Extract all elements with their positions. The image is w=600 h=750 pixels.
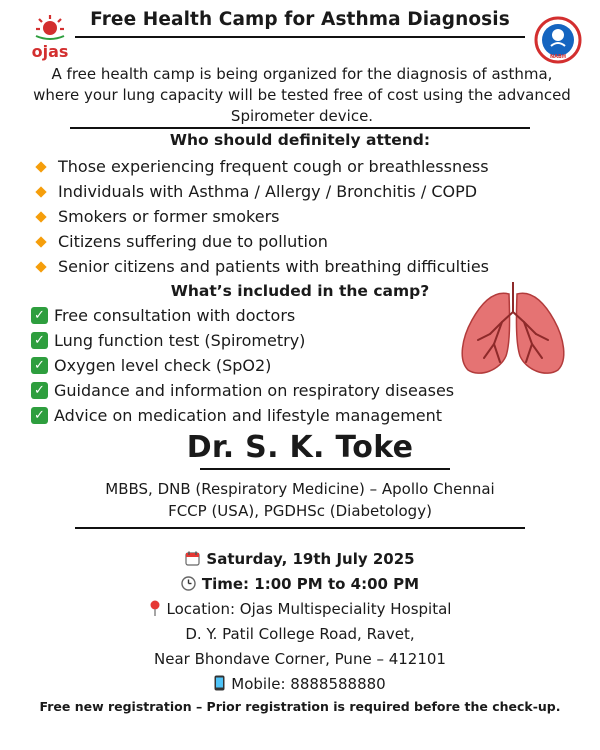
included-heading: What’s included in the camp?	[170, 282, 430, 300]
list-item	[31, 328, 471, 353]
attendee-list	[34, 154, 574, 279]
list-item	[34, 179, 574, 204]
green-check-icon: ✓	[31, 307, 48, 324]
event-mobile	[0, 672, 600, 697]
lungs-icon	[454, 282, 572, 378]
list-item-label: Oxygen level check (SpO2)	[54, 356, 272, 375]
list-item-label: Those experiencing frequent cough or breathlessness	[58, 157, 489, 176]
green-check-icon: ✓	[31, 357, 48, 374]
list-item	[34, 229, 574, 254]
list-item	[34, 154, 574, 179]
list-item	[31, 303, 471, 328]
mobile-text: Mobile: 8888588880	[231, 675, 386, 693]
event-date	[0, 547, 600, 572]
orange-diamond-icon	[35, 211, 46, 222]
list-item-label: Smokers or former smokers	[58, 207, 280, 226]
green-check-icon: ✓	[31, 332, 48, 349]
list-item	[34, 204, 574, 229]
intro-text: A free health camp is being organized for the diagnosis of asthma, where your lung capacity will be tested free of cost using the advanced Spirometer device.	[33, 65, 571, 125]
event-date-text: Saturday, 19th July 2025	[206, 550, 415, 568]
orange-diamond-icon	[35, 261, 46, 272]
list-item-label: Lung function test (Spirometry)	[54, 331, 306, 350]
list-item-label: Guidance and information on respiratory diseases	[54, 381, 455, 400]
ojas-logo-text: ojas	[31, 42, 69, 61]
green-check-icon: ✓	[31, 407, 48, 424]
qualification-underline	[75, 527, 525, 529]
event-time-text: Time: 1:00 PM to 4:00 PM	[201, 575, 420, 593]
title-underline	[75, 36, 525, 38]
location-line: D. Y. Patil College Road, Ravet,	[185, 625, 415, 643]
pin-icon	[149, 599, 161, 624]
green-check-icon: ✓	[31, 382, 48, 399]
intro-underline	[70, 127, 530, 129]
doctor-qualifications	[0, 478, 600, 522]
location-line: Location: Ojas Multispeciality Hospital	[166, 600, 452, 618]
page-title: Free Health Camp for Asthma Diagnosis	[90, 9, 510, 30]
list-item-label: Advice on medication and lifestyle management	[54, 406, 443, 425]
list-item-label: Citizens suffering due to pollution	[58, 232, 328, 251]
nabh-logo-text: NABH	[549, 54, 567, 60]
qualification-line: MBBS, DNB (Respiratory Medicine) – Apollo Chennai	[105, 480, 495, 498]
who-should-attend-heading: Who should definitely attend:	[169, 131, 431, 149]
phone-icon	[214, 674, 225, 699]
event-location	[0, 597, 600, 622]
included-list	[31, 303, 471, 428]
calendar-icon	[185, 549, 200, 574]
qualification-line: FCCP (USA), PGDHSc (Diabetology)	[168, 502, 432, 520]
doctor-name: Dr. S. K. Toke	[186, 430, 414, 465]
orange-diamond-icon	[35, 186, 46, 197]
list-item	[31, 403, 471, 428]
list-item	[34, 254, 574, 279]
list-item	[31, 353, 471, 378]
event-time	[0, 572, 600, 597]
location-line: Near Bhondave Corner, Pune – 412101	[154, 650, 446, 668]
list-item-label: Free consultation with doctors	[54, 306, 296, 325]
orange-diamond-icon	[35, 161, 46, 172]
list-item	[31, 378, 471, 403]
list-item-label: Senior citizens and patients with breathing difficulties	[58, 257, 490, 276]
registration-note: Free new registration – Prior registration is required before the check-up.	[39, 699, 561, 714]
list-item-label: Individuals with Asthma / Allergy / Bronchitis / COPD	[58, 182, 478, 201]
clock-icon	[181, 574, 196, 599]
doctor-name-underline	[200, 468, 450, 470]
orange-diamond-icon	[35, 236, 46, 247]
